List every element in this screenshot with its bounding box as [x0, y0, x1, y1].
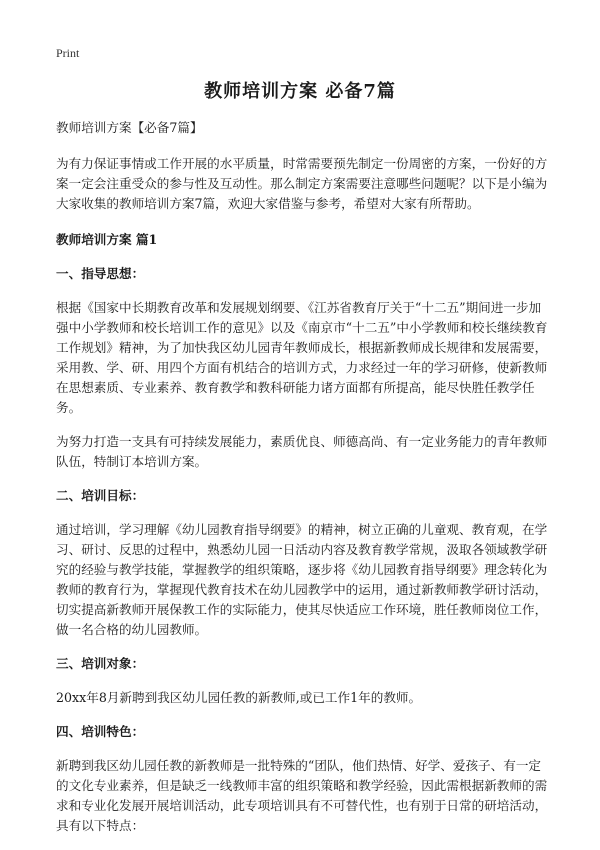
document-body	[56, 118, 550, 850]
section-heading-training-features: 四、培训特色：	[56, 724, 145, 739]
document-subtitle: 教师培训方案【必备7篇】	[56, 120, 203, 135]
paragraph-training-features: 新聘到我区幼儿园任教的新教师是一批特殊的“团队，他们热情、好学、爱孩子、有一定的文化专业素养，但是缺乏一线教师丰富的组织策略和教学经验，因此需根据新教师的需求和专业化发展开展培训活动，此专项培训具有不可替代性，也有别于日常的研培活动，具有以下特点：	[56, 758, 548, 833]
print-link[interactable]: Print	[56, 46, 80, 60]
section-heading-training-target: 三、培训对象：	[56, 656, 145, 671]
page-title: 教师培训方案 必备7篇	[204, 81, 396, 102]
intro-paragraph: 为有力保证事情或工作开展的水平质量，时常需要预先制定一份周密的方案，一份好的方案一定会注重受众的参与性及互动性。那么制定方案需要注意哪些问题呢？以下是小编为大家收集的教师培训方案7篇，欢迎大家借鉴与参考，希望对大家有所帮助。	[56, 156, 548, 211]
section-title: 教师培训方案 篇1	[56, 232, 158, 247]
paragraph-training-target: 20xx年8月新聘到我区幼儿园任教的新教师,或已工作1年的教师。	[56, 690, 422, 705]
section-heading-training-goals: 二、培训目标：	[56, 488, 145, 503]
paragraph-guiding-ideology-1: 根据《国家中长期教育改革和发展规划纲要、《江苏省教育厅关于“十二五”期间进一步加强中小学教师和校长培训工作的意见》以及《南京市“十二五”中小学教师和校长继续教育工作规划》精神，为了加快我区幼儿园青年教师成长，根据新教师成长规律和发展需要，采用教、学、研、用四个方面有机结合的培训方式，力求经过一年的学习研修，使新教师在思想素质、专业素养、教育教学和教科研能力诸方面都有所提高，能尽快胜任教学任务。	[56, 300, 548, 415]
paragraph-guiding-ideology-2: 为努力打造一支具有可持续发展能力，素质优良、师德高尚、有一定业务能力的青年教师队伍，特制订本培训方案。	[56, 434, 548, 469]
section-heading-guiding-ideology: 一、指导思想：	[56, 266, 145, 281]
paragraph-training-goals: 通过培训，学习理解《幼儿园教育指导纲要》的精神，树立正确的儿童观、教育观，在学习、研讨、反思的过程中，熟悉幼儿园一日活动内容及教育教学常规，汲取各领域教学研究的经验与教学技能，掌握教学的组织策略，逐步将《幼儿园教育指导纲要》理念转化为教师的教育行为，掌握现代教育技术在幼儿园教学中的运用，通过新教师教学研讨活动，切实提高新教师开展保教工作的实际能力，使其尽快适应工作环境，胜任教师岗位工作，做一名合格的幼儿园教师。	[56, 522, 548, 637]
